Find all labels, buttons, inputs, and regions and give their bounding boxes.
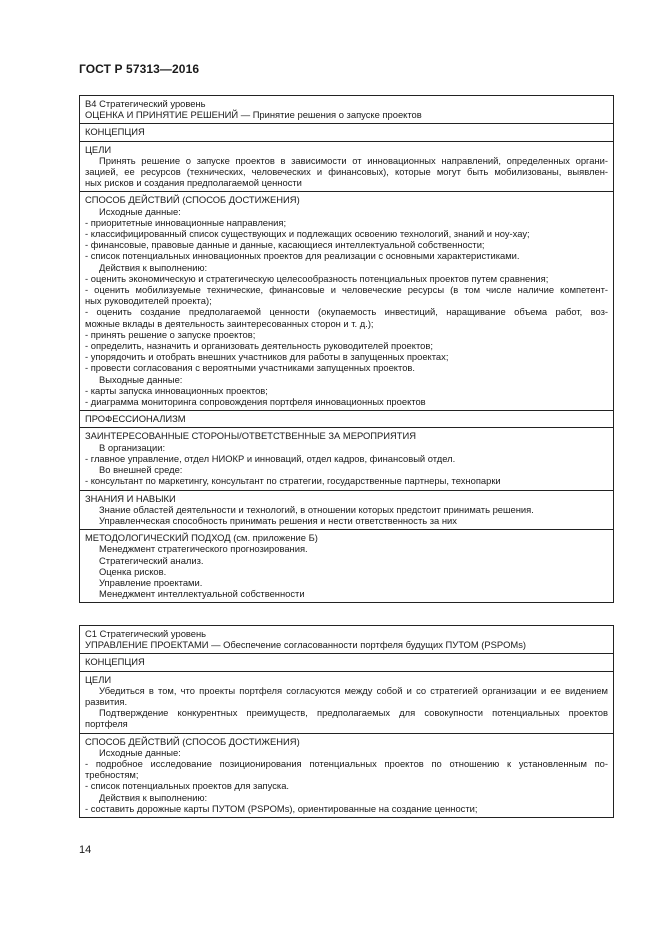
b4-stake-org-item: - главное управление, отдел НИОКР и инноваций, отдел кадров, финансовый отдел. [85,452,456,464]
b4-actions-heading: Действия к выполнению: [99,261,208,273]
b4-prof-cell [80,410,613,427]
b4-prof: ПРОФЕССИОНАЛИЗМ [85,413,186,425]
c1-goals-heading: ЦЕЛИ [85,673,112,685]
b4-input-item: - список потенциальных инновационных проектов для реализации с основными характеристиками. [85,250,520,262]
b4-stake-ext: Во внешней среде: [99,464,183,476]
b4-action-item: - оценить создание предполагаемой ценности (окупаемость инвестиций, наращивание объема работ, воз- [85,306,608,318]
b4-action-item: - оценить экономическую и стратегическую целесообразность потенциальных проектов путем сравнения; [85,272,549,284]
b4-approach-item: Стратегический анализ. [99,554,204,566]
b4-goals-cell [80,141,613,192]
c1-goal-line: портфеля [85,718,128,730]
c1-inputs-heading: Исходные данные: [99,746,181,758]
b4-title-cell [80,96,613,123]
table-b4 [79,95,614,603]
b4-stake-org: В организации: [99,441,166,453]
c1-method-heading: СПОСОБ ДЕЙСТВИЙ (СПОСОБ ДОСТИЖЕНИЯ) [85,735,300,747]
c1-input-item: - список потенциальных проектов для запуска. [85,780,290,792]
c1-concept-cell [80,653,613,670]
c1-actions-heading: Действия к выполнению: [99,791,208,803]
b4-action-item: - определить, назначить и организовать деятельность руководителей проектов; [85,340,433,352]
b4-skill-item: Управленческая способность принимать решения и нести ответственность за них [99,514,457,526]
c1-input-item: требностям; [85,769,139,781]
b4-action-item: - принять решение о запуске проектов; [85,328,256,340]
c1-title-cell [80,626,613,653]
b4-approach-cell [80,529,613,602]
c1-method-cell [80,733,613,817]
b4-concept-cell [80,123,613,140]
c1-goals-cell [80,671,613,733]
b4-method-cell [80,191,613,410]
b4-approach-item: Управление проектами. [99,576,203,588]
c1-level: С1 Стратегический уровень [85,628,207,639]
b4-output-item: - карты запуска инновационных проектов; [85,384,268,396]
b4-input-item: - приоритетные инновационные направления; [85,216,287,228]
b4-goal-line: ных рисков и создания предполагаемой ценности [85,177,302,189]
b4-inputs-heading: Исходные данные: [99,205,181,217]
b4-method-heading: СПОСОБ ДЕЙСТВИЙ (СПОСОБ ДОСТИЖЕНИЯ) [85,194,300,206]
b4-goal-line: Принять решение о запуске проектов в зависимости от инновационных направлений, определенных органи- [99,154,608,166]
b4-level: В4 Стратегический уровень [85,98,206,109]
b4-action-item: - упорядочить и отобрать внешних участников для работы в запущенных проектах; [85,351,449,363]
c1-goal-line: Убедиться в том, что проекты портфеля согласуются между собой и со стратегией организации и ее видением [99,684,608,696]
b4-skills-heading: ЗНАНИЯ И НАВЫКИ [85,492,176,504]
b4-goals-heading: ЦЕЛИ [85,143,112,155]
b4-skills-cell [80,490,613,530]
b4-action-item: - оценить мобилизуемые технические, финансовые и человеческие ресурсы (в том числе наличие компетент- [85,284,608,296]
b4-outputs-heading: Выходные данные: [99,373,183,385]
c1-goal-line: развития. [85,696,128,708]
c1-concept: КОНЦЕПЦИЯ [85,656,145,668]
b4-approach-heading: МЕТОДОЛОГИЧЕСКИЙ ПОДХОД (см. приложение Б) [85,532,318,544]
b4-skill-item: Знание областей деятельности и технологий, в отношении которых предстоит принимать решения. [99,503,534,515]
b4-title: ОЦЕНКА И ПРИНЯТИЕ РЕШЕНИЙ — Принятие решения о запуске проектов [85,109,422,121]
b4-action-item: ных руководителей проекта); [85,295,212,307]
b4-stake-cell [80,427,613,489]
b4-input-item: - финансовые, правовые данные и данные, касающиеся интеллектуальной собственности; [85,239,485,251]
c1-goal-line: Подтверждение конкурентных преимуществ, предполагаемых для совокупности потенциальных проектов [99,707,608,719]
c1-input-item: - подробное исследование позиционирования потенциальных проектов по отношению к установленным по- [85,758,608,770]
table-c1 [79,625,614,818]
document-header: ГОСТ Р 57313—2016 [79,62,200,76]
b4-action-item: - провести согласования с вероятными участниками запущенных проектов. [85,362,416,374]
b4-concept: КОНЦЕПЦИЯ [85,126,145,138]
c1-action-item: - составить дорожные карты ПУТОМ (PSPOMs), ориентированные на создание ценности; [85,802,478,814]
c1-title: УПРАВЛЕНИЕ ПРОЕКТАМИ — Обеспечение согласованности портфеля будущих ПУТОМ (PSPOMs) [85,639,527,651]
b4-approach-item: Менеджмент интеллектуальной собственности [99,588,305,600]
b4-goal-line: зацией, ее ресурсов (технических, человеческих и финансовых), которые могут быть мобилизованы, выявлен- [85,166,608,178]
page-number: 14 [79,844,92,856]
b4-stake-heading: ЗАИНТЕРЕСОВАННЫЕ СТОРОНЫ/ОТВЕТСТВЕННЫЕ ЗА МЕРОПРИЯТИЯ [85,430,417,442]
b4-approach-item: Менеджмент стратегического прогнозирования. [99,543,308,555]
b4-input-item: - классифицированный список существующих и подлежащих освоению технологий, знаний и ноу-хау; [85,228,530,240]
b4-approach-item: Оценка рисков. [99,565,167,577]
b4-stake-ext-item: - консультант по маркетингу, консультант по стратегии, государственные партнеры, технопарки [85,475,501,487]
b4-action-item: можные вклады в деятельность заинтересованных сторон и т. д.); [85,317,374,329]
b4-output-item: - диаграмма мониторинга сопровождения портфеля инновационных проектов [85,396,426,408]
